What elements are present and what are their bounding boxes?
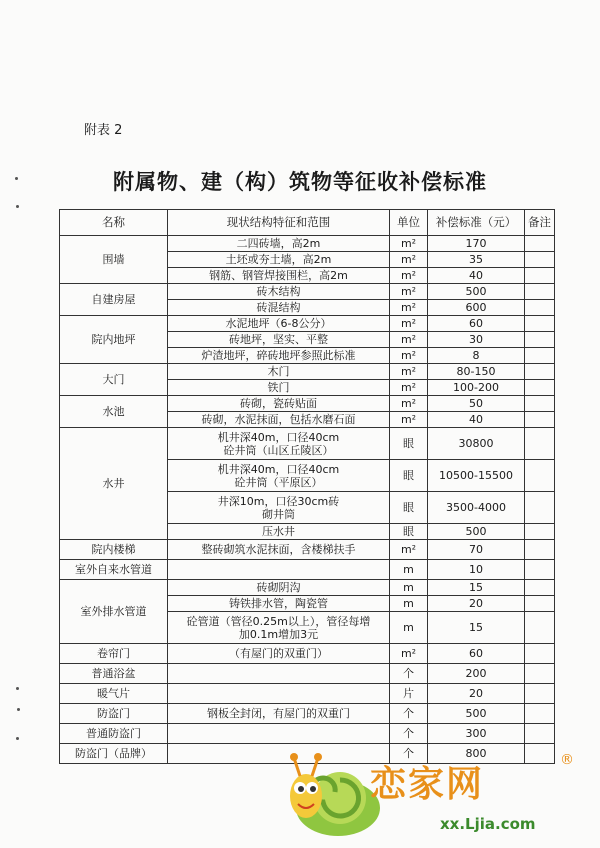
table-row <box>60 364 555 380</box>
remark-cell <box>525 612 555 644</box>
standard-cell: 8 <box>428 348 525 364</box>
remark-cell <box>525 540 555 560</box>
table-row <box>60 704 555 724</box>
unit-cell: 个 <box>390 744 428 764</box>
description-cell <box>168 428 390 460</box>
appendix-label: 附表 2 <box>84 123 123 138</box>
remark-cell <box>525 428 555 460</box>
remark-cell <box>525 332 555 348</box>
standard-cell: 15 <box>428 612 525 644</box>
header-unit: 单位 <box>390 210 428 236</box>
item-name-cell: 水池 <box>60 396 168 428</box>
description-cell <box>168 252 390 268</box>
item-name-cell: 围墙 <box>60 236 168 284</box>
standard-cell: 30800 <box>428 428 525 460</box>
item-name-cell: 室外自来水管道 <box>60 560 168 580</box>
table-row <box>60 540 555 560</box>
remark-cell <box>525 284 555 300</box>
description-cell <box>168 560 390 580</box>
unit-cell: m² <box>390 252 428 268</box>
description-cell <box>168 284 390 300</box>
description-line: 钢板全封闭，有屋门的双重门 <box>207 707 350 720</box>
unit-cell: m² <box>390 236 428 252</box>
item-name-cell: 普通浴盆 <box>60 664 168 684</box>
item-name-cell: 普通防盗门 <box>60 724 168 744</box>
description-cell <box>168 704 390 724</box>
remark-cell <box>525 492 555 524</box>
item-name-cell: 室外排水管道 <box>60 580 168 644</box>
remark-cell <box>525 300 555 316</box>
unit-cell: 个 <box>390 724 428 744</box>
scan-speck <box>16 737 19 740</box>
remark-cell <box>525 724 555 744</box>
description-line: 砖砌，瓷砖贴面 <box>240 397 317 410</box>
description-cell <box>168 332 390 348</box>
remark-cell <box>525 596 555 612</box>
table-row <box>60 580 555 596</box>
standard-cell: 500 <box>428 524 525 540</box>
brand-logo-text: 恋家网 <box>370 764 485 805</box>
standard-cell: 20 <box>428 596 525 612</box>
item-name-cell: 院内楼梯 <box>60 540 168 560</box>
description-cell <box>168 580 390 596</box>
table-row <box>60 396 555 412</box>
scan-speck <box>16 687 19 690</box>
description-line: 炉渣地坪，碎砖地坪参照此标准 <box>201 349 356 362</box>
standard-cell: 500 <box>428 284 525 300</box>
description-cell <box>168 396 390 412</box>
unit-cell: m <box>390 580 428 596</box>
header-description: 现状结构特征和范围 <box>168 210 390 236</box>
standard-cell: 170 <box>428 236 525 252</box>
description-cell <box>168 540 390 560</box>
table-row <box>60 664 555 684</box>
description-cell <box>168 412 390 428</box>
unit-cell: 片 <box>390 684 428 704</box>
description-line-2: 砼井筒（山区丘陵区） <box>223 443 334 457</box>
description-line: 钢筋、钢管焊接围栏，高2m <box>209 269 348 282</box>
description-cell <box>168 380 390 396</box>
description-line: 井深10m，口径30cm砖 <box>217 494 340 508</box>
item-name-cell: 大门 <box>60 364 168 396</box>
description-line: 铁门 <box>267 381 290 394</box>
description-cell <box>168 348 390 364</box>
remark-cell <box>525 684 555 704</box>
standard-cell: 30 <box>428 332 525 348</box>
standard-cell: 20 <box>428 684 525 704</box>
description-line: （有屋门的双重门） <box>229 647 328 660</box>
remark-cell <box>525 364 555 380</box>
standard-cell: 10 <box>428 560 525 580</box>
standard-cell: 80-150 <box>428 364 525 380</box>
unit-cell: m² <box>390 364 428 380</box>
remark-cell <box>525 460 555 492</box>
unit-cell: 眼 <box>390 460 428 492</box>
description-cell <box>168 460 390 492</box>
item-name-cell: 水井 <box>60 428 168 540</box>
unit-cell: m <box>390 596 428 612</box>
table-row <box>60 684 555 704</box>
unit-cell: m² <box>390 396 428 412</box>
description-line: 二四砖墙，高2m <box>236 237 321 250</box>
description-line: 砖混结构 <box>256 301 301 314</box>
description-cell <box>168 644 390 664</box>
unit-cell: 眼 <box>390 428 428 460</box>
item-name-cell: 卷帘门 <box>60 644 168 664</box>
unit-cell: m² <box>390 300 428 316</box>
description-cell <box>168 596 390 612</box>
description-cell <box>168 268 390 284</box>
registered-mark: ® <box>560 752 574 768</box>
standard-cell: 600 <box>428 300 525 316</box>
description-line: 铸铁排水管，陶瓷管 <box>229 597 328 610</box>
standard-cell: 35 <box>428 252 525 268</box>
standard-cell: 10500-15500 <box>428 460 525 492</box>
unit-cell: m² <box>390 332 428 348</box>
remark-cell <box>525 644 555 664</box>
scan-speck <box>16 205 19 208</box>
unit-cell: m² <box>390 540 428 560</box>
standard-cell: 60 <box>428 644 525 664</box>
description-line: 砼管道（管径0.25m以上），管径每增 <box>186 614 371 628</box>
description-line: 机井深40m，口径40cm <box>217 430 340 444</box>
standard-cell: 40 <box>428 412 525 428</box>
header-standard: 补偿标准（元） <box>428 210 525 236</box>
item-name-cell: 自建房屋 <box>60 284 168 316</box>
description-cell <box>168 364 390 380</box>
standard-cell: 15 <box>428 580 525 596</box>
description-line: 木门 <box>267 365 290 378</box>
description-line: 土坯或夯土墙，高2m <box>225 253 332 266</box>
description-line: 砖砌阴沟 <box>256 581 301 594</box>
standard-cell: 500 <box>428 704 525 724</box>
unit-cell: m² <box>390 268 428 284</box>
remark-cell <box>525 580 555 596</box>
item-name-cell: 暖气片 <box>60 684 168 704</box>
remark-cell <box>525 268 555 284</box>
remark-cell <box>525 396 555 412</box>
description-cell <box>168 316 390 332</box>
unit-cell: 个 <box>390 704 428 724</box>
standard-cell: 50 <box>428 396 525 412</box>
description-line-2: 砼井筒（平原区） <box>234 475 323 489</box>
description-cell <box>168 524 390 540</box>
table-row <box>60 724 555 744</box>
unit-cell: m² <box>390 644 428 664</box>
standard-cell: 100-200 <box>428 380 525 396</box>
table-row <box>60 236 555 252</box>
description-cell <box>168 612 390 644</box>
description-cell <box>168 684 390 704</box>
standard-cell: 40 <box>428 268 525 284</box>
remark-cell <box>525 316 555 332</box>
table-body <box>60 236 555 764</box>
description-line: 砖砌，水泥抹面，包括水磨石面 <box>201 413 356 426</box>
snail-mascot-icon <box>290 753 380 836</box>
document-title: 附属物、建（构）筑物等征收补偿标准 <box>113 169 487 194</box>
description-line: 机井深40m，口径40cm <box>217 462 340 476</box>
unit-cell: m <box>390 612 428 644</box>
table-row <box>60 644 555 664</box>
item-name-cell: 院内地坪 <box>60 316 168 364</box>
description-line: 砖地坪，坚实、平整 <box>229 333 328 346</box>
unit-cell: 眼 <box>390 524 428 540</box>
table-row <box>60 284 555 300</box>
unit-cell: m² <box>390 348 428 364</box>
remark-cell <box>525 252 555 268</box>
description-line: 整砖砌筑水泥抹面，含楼梯扶手 <box>201 543 356 556</box>
remark-cell <box>525 560 555 580</box>
unit-cell: 个 <box>390 664 428 684</box>
description-cell <box>168 492 390 524</box>
compensation-table <box>59 209 555 764</box>
description-line-2: 砌井筒 <box>262 507 295 521</box>
description-line: 压水井 <box>262 525 295 538</box>
remark-cell <box>525 380 555 396</box>
description-cell <box>168 724 390 744</box>
item-name-cell: 防盗门 <box>60 704 168 724</box>
table-row <box>60 428 555 460</box>
unit-cell: m <box>390 560 428 580</box>
description-cell <box>168 664 390 684</box>
remark-cell <box>525 664 555 684</box>
header-name: 名称 <box>60 210 168 236</box>
unit-cell: m² <box>390 284 428 300</box>
description-line-2: 加0.1m增加3元 <box>238 627 319 641</box>
description-cell <box>168 236 390 252</box>
remark-cell <box>525 524 555 540</box>
description-line: 砖木结构 <box>256 285 301 298</box>
unit-cell: m² <box>390 380 428 396</box>
description-cell <box>168 300 390 316</box>
description-line: 水泥地坪（6-8公分） <box>225 317 332 330</box>
unit-cell: 眼 <box>390 492 428 524</box>
header-remark: 备注 <box>525 210 555 236</box>
table-row <box>60 316 555 332</box>
standard-cell: 70 <box>428 540 525 560</box>
brand-url: xx.Ljia.com <box>440 815 536 833</box>
unit-cell: m² <box>390 316 428 332</box>
standard-cell: 200 <box>428 664 525 684</box>
remark-cell <box>525 704 555 724</box>
standard-cell: 300 <box>428 724 525 744</box>
standard-cell: 3500-4000 <box>428 492 525 524</box>
standard-cell: 800 <box>428 744 525 764</box>
standard-cell: 60 <box>428 316 525 332</box>
table-row <box>60 560 555 580</box>
unit-cell: m² <box>390 412 428 428</box>
remark-cell <box>525 348 555 364</box>
remark-cell <box>525 412 555 428</box>
item-name-cell: 防盗门（品牌） <box>60 744 168 764</box>
remark-cell <box>525 236 555 252</box>
scan-speck <box>17 708 20 711</box>
table-header-row <box>60 210 555 236</box>
